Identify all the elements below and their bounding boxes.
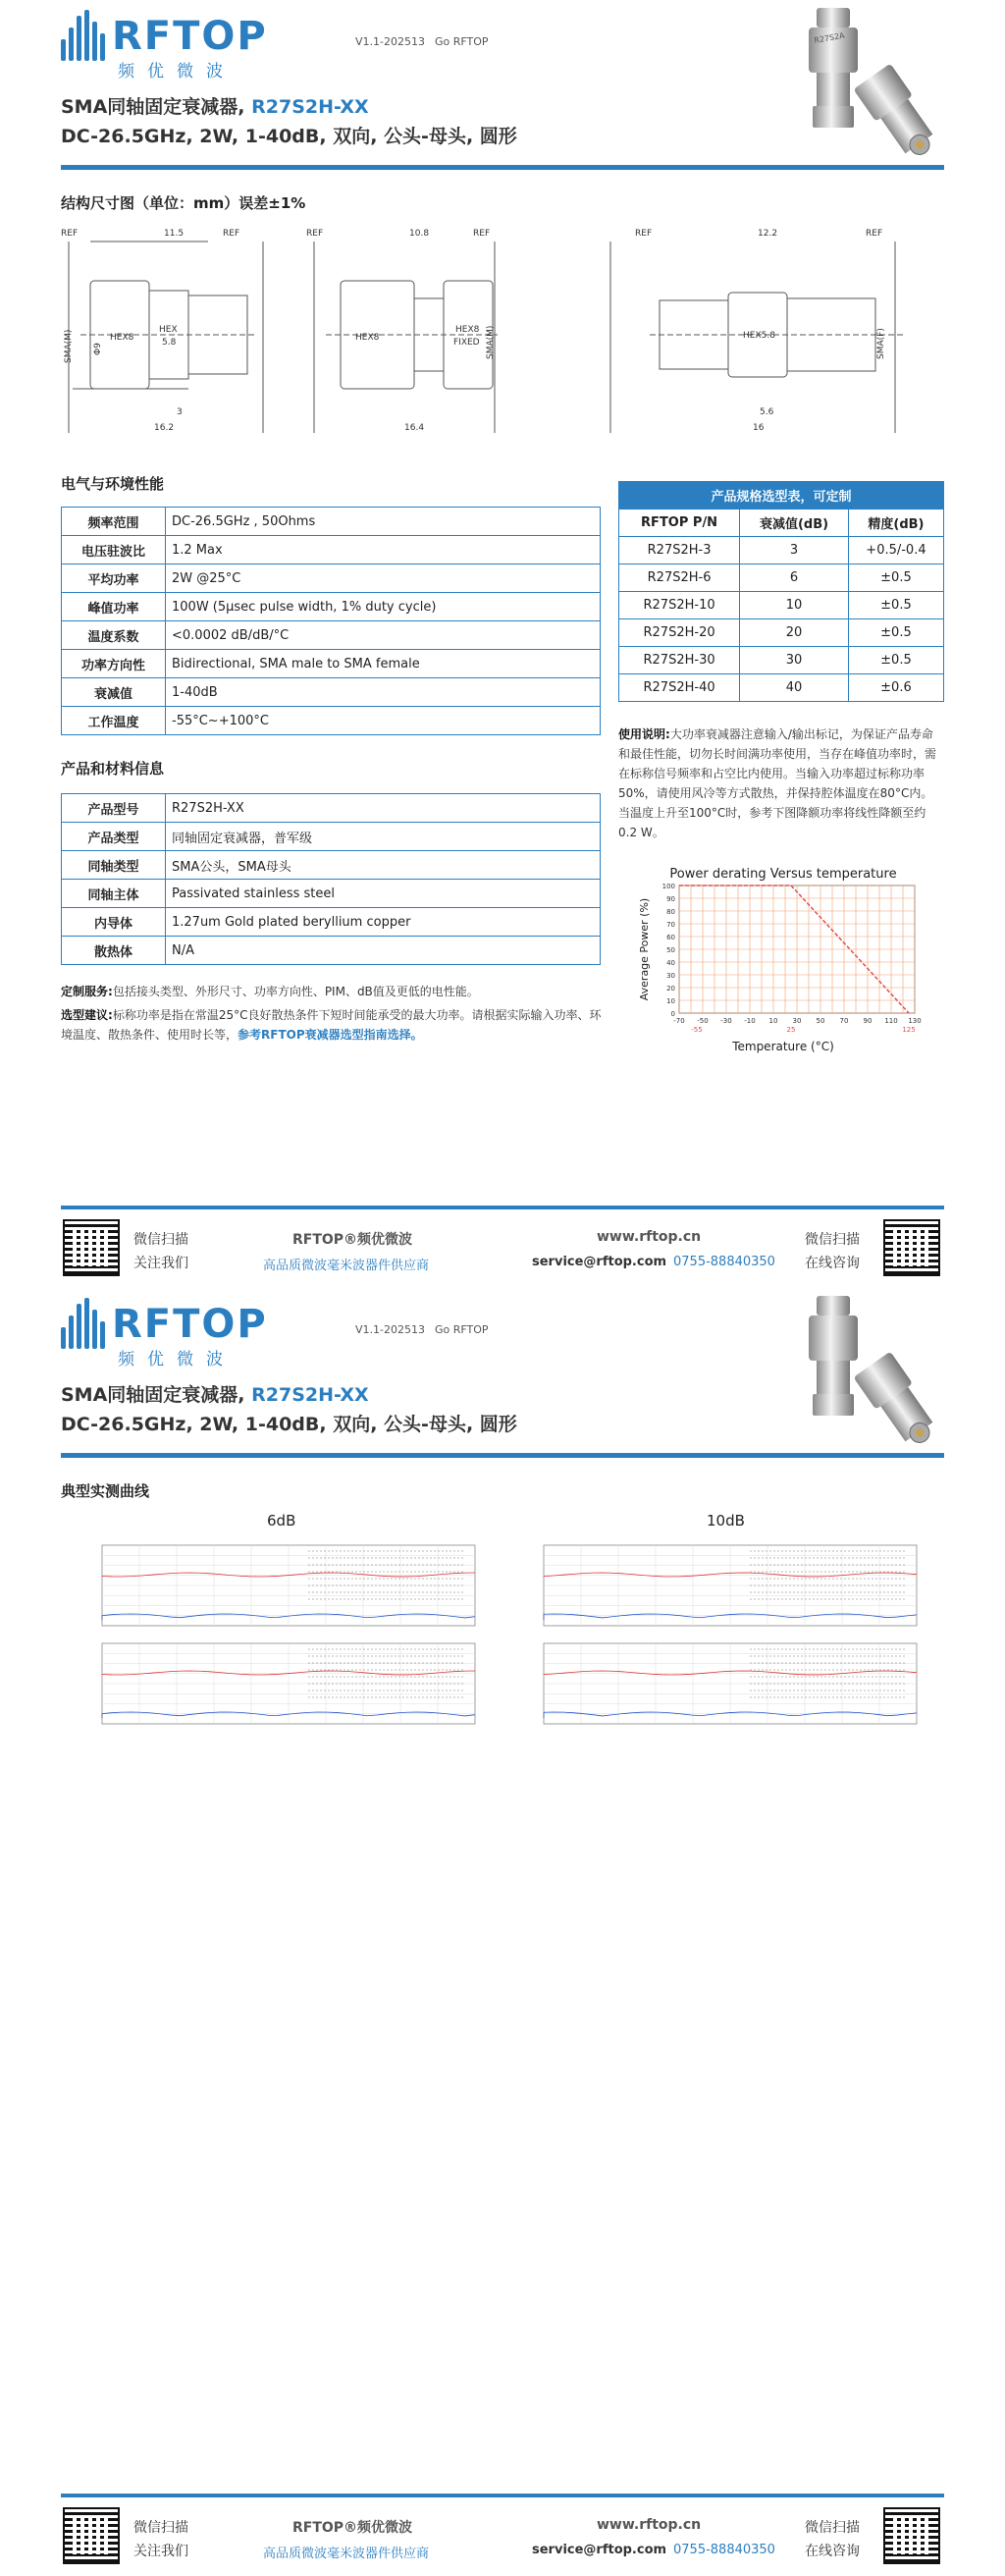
header-rule: [61, 1453, 944, 1458]
table-cell: R27S2H-6: [619, 564, 740, 592]
spec-key: 同轴类型: [62, 851, 166, 880]
y-tick-label: 60: [666, 934, 675, 941]
logo-text: RFTOP: [112, 14, 268, 59]
spec-key: 电压驻波比: [62, 536, 166, 564]
spec-key: 温度系数: [62, 621, 166, 650]
y-tick-label: 0: [670, 1010, 675, 1018]
spec-value: Passivated stainless steel: [166, 880, 601, 908]
svg-text:REF: REF: [866, 229, 883, 239]
product-photo: [748, 0, 944, 162]
x-tick-label: 90: [863, 1017, 873, 1025]
x-tick-label: 50: [816, 1017, 825, 1025]
table-cell: ±0.5: [848, 564, 943, 592]
svg-text:5.8: 5.8: [162, 338, 177, 348]
logo-bars-icon: [61, 10, 108, 71]
selection-advice-note: 选型建议:标称功率是指在常温25°C良好散热条件下短时间能承受的最大功率。请根据实际输入功率、环境温度、散热条件、使用时长等，参考RFTOP衰减器选型指南选择。: [61, 1008, 602, 1042]
x-tick-label: -70: [673, 1017, 685, 1025]
table-cell: R27S2H-10: [619, 592, 740, 619]
spec-row: [62, 564, 601, 593]
x-mark-label: 125: [902, 1026, 916, 1034]
svg-text:12.2: 12.2: [758, 229, 778, 239]
spec-row: [62, 823, 601, 851]
rftop-logo[interactable]: [61, 10, 268, 81]
consult-qr-icon[interactable]: [883, 2507, 940, 2564]
spec-key: 内导体: [62, 908, 166, 937]
svg-text:HEX8: HEX8: [110, 333, 134, 343]
spec-key: 散热体: [62, 937, 166, 965]
table-row: [619, 619, 944, 647]
table-cell: ±0.6: [848, 674, 943, 702]
spec-value: -55°C~+100°C: [166, 707, 601, 735]
y-tick-label: 40: [666, 959, 675, 967]
brand-name: RFTOP®频优微波: [292, 2520, 413, 2536]
spec-key: 峰值功率: [62, 593, 166, 621]
electrical-spec-table: [61, 507, 601, 735]
spec-key: 功率方向性: [62, 650, 166, 678]
y-tick-label: 10: [666, 997, 675, 1005]
spec-value: 1.27um Gold plated beryllium copper: [166, 908, 601, 937]
part-number: R27S2H-XX: [251, 96, 369, 118]
col-accuracy: 精度(dB): [848, 510, 943, 537]
product-photo: [748, 1288, 944, 1450]
logo-bars-icon: [61, 1298, 108, 1359]
measured-heading: 典型实测曲线: [61, 1482, 150, 1500]
svg-text:SMA(M): SMA(M): [64, 329, 74, 363]
y-tick-label: 30: [666, 972, 675, 980]
spec-value: 100W (5μsec pulse width, 1% duty cycle): [166, 593, 601, 621]
selection-guide-link[interactable]: 参考RFTOP衰减器选型指南选择。: [238, 1028, 423, 1042]
svg-text:3: 3: [177, 407, 183, 417]
svg-text:REF: REF: [635, 229, 653, 239]
table-cell: R27S2H-30: [619, 647, 740, 674]
spec-key: 工作温度: [62, 707, 166, 735]
website-link[interactable]: www.rftop.cn: [597, 1229, 702, 1245]
email-link[interactable]: service@rftop.com: [532, 2543, 667, 2557]
dimension-drawing: [61, 222, 944, 448]
table-row: [619, 647, 944, 674]
svg-text:HEX8: HEX8: [455, 325, 480, 335]
spec-value: N/A: [166, 937, 601, 965]
svg-text:Φ9: Φ9: [93, 343, 103, 355]
svg-text:REF: REF: [473, 229, 491, 239]
y-tick-label: 80: [666, 908, 675, 916]
spec-value: 1.2 Max: [166, 536, 601, 564]
ref-label: REF: [61, 229, 79, 239]
version-label: V1.1-202513 Go RFTOP: [355, 1323, 489, 1336]
footer: 微信扫描 关注我们 RFTOP®频优微波 高品质微波毫米波器件供应商 www.rftop.cn service@rftop.com 0755-88840350 微信扫描 在线咨询: [61, 1206, 944, 1264]
spec-value: 同轴固定衰减器，普军级: [166, 823, 601, 851]
spec-key: 平均功率: [62, 564, 166, 593]
brand-name: RFTOP®频优微波: [292, 1232, 413, 1248]
phone-number: 0755-88840350: [673, 1255, 775, 1269]
spec-key: 频率范围: [62, 508, 166, 536]
spec-row: [62, 707, 601, 735]
table-cell: 10: [740, 592, 849, 619]
brand-slogan: 高品质微波毫米波器件供应商: [263, 1259, 430, 1273]
svg-text:16: 16: [753, 423, 765, 433]
x-tick-label: 130: [908, 1017, 922, 1025]
table-cell: 30: [740, 647, 849, 674]
svg-text:REF: REF: [223, 229, 240, 239]
measured-title-6db: 6dB: [267, 1512, 296, 1530]
power-derating-chart: [636, 864, 930, 1054]
col-atten: 衰减值(dB): [740, 510, 849, 537]
x-axis-label: Temperature (°C): [732, 1040, 834, 1053]
table-cell: R27S2H-40: [619, 674, 740, 702]
spec-row: [62, 880, 601, 908]
spec-row: [62, 908, 601, 937]
x-tick-label: 70: [839, 1017, 849, 1025]
x-tick-label: 30: [792, 1017, 802, 1025]
spec-row: [62, 937, 601, 965]
spec-value: 1-40dB: [166, 678, 601, 707]
x-mark-label: 25: [786, 1026, 796, 1034]
usage-note: 使用说明:大功率衰减器注意输入/输出标记，为保证产品寿命和最佳性能，切勿长时间满功率使用，当存在峰值功率时，需在标称信号频率和占空比内使用。当输入功率超过标称功率50%，请使用风冷等方式散热，并保持腔体温度在80°C内。当温度上升至100°C时，参考下图降额功率将线性降额至约 0.2 W。: [618, 727, 937, 839]
table-row: [619, 674, 944, 702]
spec-key: 同轴主体: [62, 880, 166, 908]
y-axis-label: Average Power (%): [638, 897, 651, 1001]
svg-text:16.2: 16.2: [154, 423, 175, 433]
spec-value: R27S2H-XX: [166, 794, 601, 823]
spec-value: <0.0002 dB/dB/°C: [166, 621, 601, 650]
table-cell: ±0.5: [848, 647, 943, 674]
email-link[interactable]: service@rftop.com: [532, 1255, 667, 1269]
materials-table: [61, 793, 601, 965]
col-pn: RFTOP P/N: [619, 510, 740, 537]
spec-row: [62, 508, 601, 536]
spec-row: [62, 650, 601, 678]
rftop-logo[interactable]: RFTOP 频优微波: [61, 1298, 267, 1359]
table-cell: ±0.5: [848, 619, 943, 647]
y-tick-label: 50: [666, 946, 675, 954]
header-rule: [61, 165, 944, 170]
svg-text:HEX8: HEX8: [355, 333, 380, 343]
spec-value: SMA公头，SMA母头: [166, 851, 601, 880]
brand-slogan: 高品质微波毫米波器件供应商: [263, 2547, 430, 2561]
spec-row: [62, 593, 601, 621]
wechat-qr-icon[interactable]: [63, 2507, 120, 2564]
spec-value: DC-26.5GHz , 50Ohms: [166, 508, 601, 536]
footer: 微信扫描 关注我们 RFTOP®频优微波 高品质微波毫米波器件供应商 www.rftop.cn service@rftop.com 0755-88840350 微信扫描 在线咨询: [61, 2494, 944, 2552]
svg-text:10.8: 10.8: [409, 229, 430, 239]
svg-text:5.6: 5.6: [760, 407, 774, 417]
dimensions-heading: 结构尺寸图（单位：mm）误差±1%: [61, 194, 306, 212]
measured-title-10db: 10dB: [707, 1512, 745, 1530]
table-row: [619, 537, 944, 564]
table-cell: R27S2H-3: [619, 537, 740, 564]
spec-row: [62, 621, 601, 650]
table-cell: 20: [740, 619, 849, 647]
svg-text:16.4: 16.4: [404, 423, 425, 433]
svg-text:SMA(F): SMA(F): [876, 328, 886, 359]
spec-key: 产品类型: [62, 823, 166, 851]
consult-qr-icon[interactable]: [883, 1219, 940, 1276]
product-title: SMA同轴固定衰减器, R27S2H-XX: [61, 96, 369, 118]
spec-key: 衰减值: [62, 678, 166, 707]
electrical-heading: 电气与环境性能: [61, 475, 165, 493]
chart-title: Power derating Versus temperature: [669, 867, 897, 882]
measured-plot-6db: [82, 1537, 485, 1734]
logo-subtitle: 频优微波: [118, 62, 236, 81]
spec-row: [62, 678, 601, 707]
product-title: SMA同轴固定衰减器, R27S2H-XX: [61, 1384, 369, 1406]
custom-service-note: 定制服务:包括接头类型、外形尺寸、功率方向性、PIM、dB值及更低的电性能。: [61, 985, 479, 998]
svg-text:REF: REF: [306, 229, 324, 239]
x-tick-label: 10: [768, 1017, 778, 1025]
selection-table: [618, 481, 944, 702]
table-cell: R27S2H-20: [619, 619, 740, 647]
measured-plot-10db: [524, 1537, 926, 1734]
y-tick-label: 20: [666, 985, 675, 993]
spec-row: [62, 536, 601, 564]
svg-text:R27S2A: R27S2A: [813, 30, 846, 45]
phone-number: 0755-88840350: [673, 2543, 775, 2557]
spec-value: Bidirectional, SMA male to SMA female: [166, 650, 601, 678]
datasheet-page-2: [0, 1288, 1005, 2576]
selection-caption: 产品规格选型表，可定制: [619, 482, 944, 510]
y-tick-label: 100: [661, 883, 675, 890]
table-cell: 40: [740, 674, 849, 702]
website-link[interactable]: www.rftop.cn: [597, 2517, 702, 2533]
product-subtitle: DC-26.5GHz, 2W, 1-40dB, 双向, 公头-母头, 圆形: [61, 126, 517, 147]
y-tick-label: 90: [666, 895, 675, 903]
svg-text:HEX5.8: HEX5.8: [743, 331, 775, 341]
spec-row: [62, 851, 601, 880]
table-cell: ±0.5: [848, 592, 943, 619]
materials-heading: 产品和材料信息: [61, 760, 165, 778]
product-subtitle: DC-26.5GHz, 2W, 1-40dB, 双向, 公头-母头, 圆形: [61, 1414, 517, 1435]
spec-key: 产品型号: [62, 794, 166, 823]
x-tick-label: -10: [744, 1017, 756, 1025]
version-label: V1.1-202513 Go RFTOP: [355, 35, 489, 48]
table-row: [619, 564, 944, 592]
table-row: [619, 592, 944, 619]
spec-row: [62, 794, 601, 823]
x-tick-label: -50: [697, 1017, 709, 1025]
svg-text:11.5: 11.5: [164, 229, 185, 239]
svg-text:SMA(M): SMA(M): [486, 325, 496, 359]
spec-value: 2W @25°C: [166, 564, 601, 593]
header: [61, 1288, 944, 1455]
table-cell: +0.5/-0.4: [848, 537, 943, 564]
x-mark-label: -55: [691, 1026, 703, 1034]
table-cell: 3: [740, 537, 849, 564]
x-tick-label: -30: [720, 1017, 732, 1025]
svg-text:HEX: HEX: [159, 325, 178, 335]
y-tick-label: 70: [666, 921, 675, 929]
wechat-qr-icon[interactable]: [63, 1219, 120, 1276]
x-tick-label: 110: [884, 1017, 898, 1025]
header: [61, 0, 944, 167]
svg-text:FIXED: FIXED: [453, 338, 480, 348]
table-cell: 6: [740, 564, 849, 592]
